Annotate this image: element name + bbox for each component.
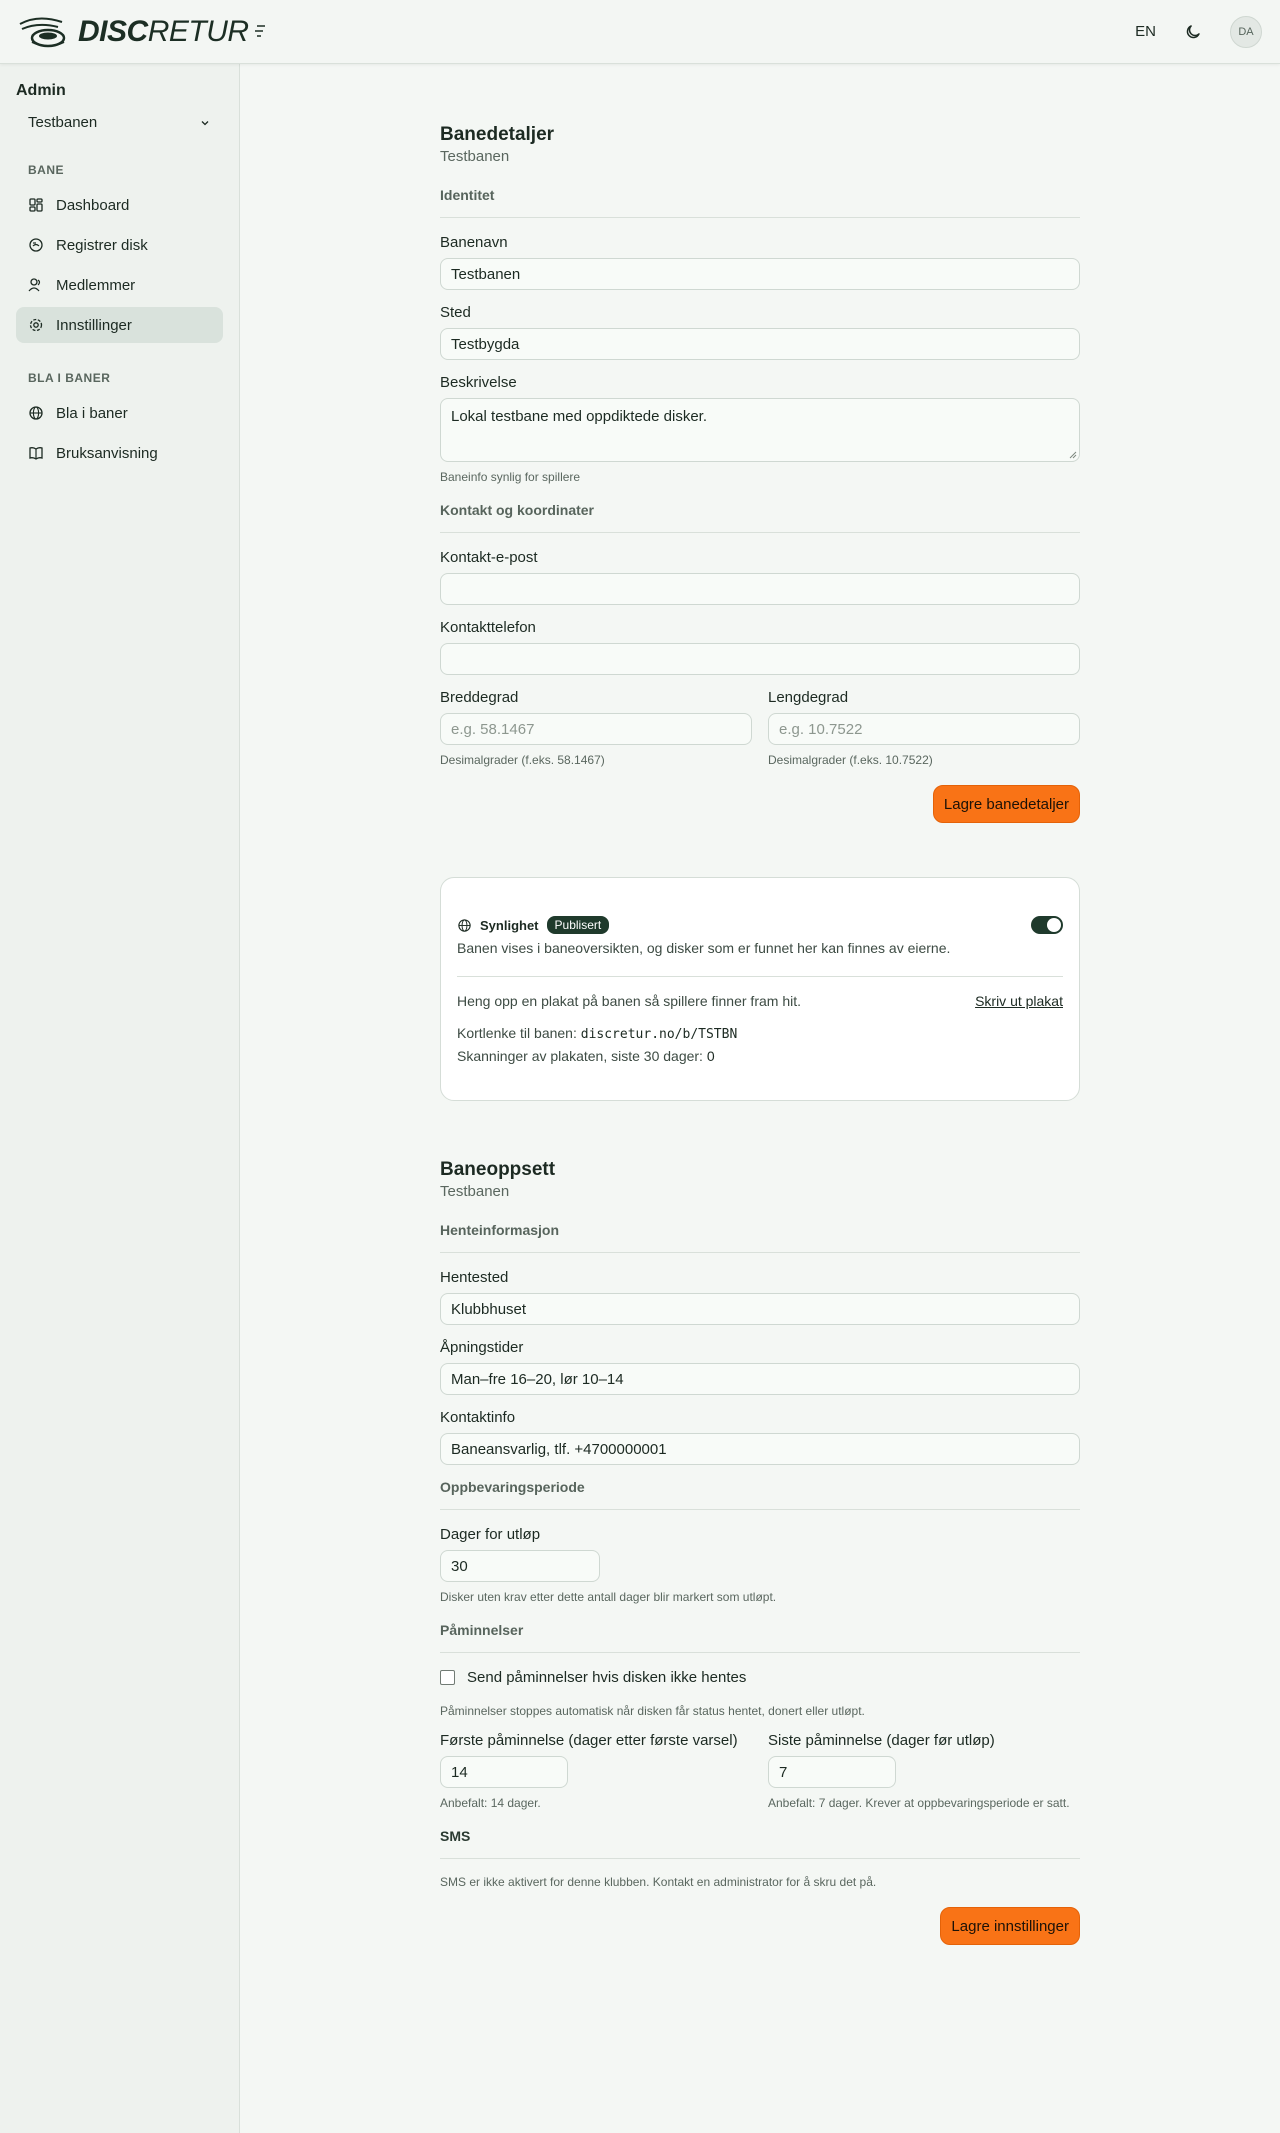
hours-label: Åpningstider [440, 1339, 524, 1356]
avatar[interactable]: DA [1230, 16, 1262, 48]
contact-heading: Kontakt og koordinater [440, 502, 1080, 533]
pickup-label: Hentested [440, 1269, 509, 1286]
description-textarea[interactable] [440, 398, 1080, 462]
logo[interactable] [18, 14, 267, 50]
sidebar-item-dashboard[interactable] [16, 187, 223, 223]
chevron-down-icon [199, 117, 211, 129]
identity-heading: Identitet [440, 187, 1080, 218]
dashboard-icon [28, 197, 44, 213]
sidebar-item-label: Medlemmer [56, 276, 136, 294]
sidebar-item-settings[interactable] [16, 307, 223, 343]
reminders-checkbox[interactable] [440, 1670, 455, 1685]
gear-icon [28, 317, 44, 333]
longitude-input[interactable] [768, 713, 1080, 745]
shortlink-value: discretur.no/b/TSTBN [580, 1027, 738, 1042]
main-content [440, 64, 1080, 1945]
phone-label: Kontakttelefon [440, 619, 536, 636]
visibility-description: Banen vises i baneoversikten, og disker som er funnet her kan finnes av eierne. [457, 940, 1063, 977]
latitude-label: Breddegrad [440, 689, 519, 706]
phone-field[interactable] [440, 643, 1080, 675]
sms-hint: SMS er ikke aktivert for denne klubben. Kontakt en administrator for å skru det på. [440, 1875, 877, 1889]
sms-heading: SMS [440, 1828, 1080, 1859]
sidebar-item-label: Bla i baner [56, 404, 128, 422]
sidebar-item-label: Dashboard [56, 196, 130, 214]
longitude-hint: Desimalgrader (f.eks. 10.7522) [768, 753, 933, 767]
sidebar-item-label: Registrer disk [56, 236, 148, 254]
storage-heading: Oppbevaringsperiode [440, 1479, 1080, 1510]
globe-icon [457, 918, 472, 933]
reminders-hint: Påminnelser stoppes automatisk når disken får status hentet, donert eller utløpt. [440, 1704, 865, 1718]
resize-handle-icon[interactable] [1069, 451, 1077, 459]
place-label: Sted [440, 304, 471, 321]
description-label: Beskrivelse [440, 374, 517, 391]
sidebar-item-register-disc[interactable] [16, 227, 223, 263]
club-select-value: Testbanen [28, 114, 98, 131]
sidebar [0, 64, 240, 2133]
brand-name: DISCRETUR [78, 14, 249, 48]
sidebar-item-manual[interactable] [16, 435, 223, 471]
contact-info-input[interactable]: Baneansvarlig, tlf. +4700000001 [440, 1433, 1080, 1465]
shortlink-label: Kortlenke til banen: [457, 1025, 577, 1041]
moon-icon[interactable] [1184, 23, 1202, 41]
sidebar-item-members[interactable] [16, 267, 223, 303]
sidebar-item-browse-courses[interactable] [16, 395, 223, 431]
email-field[interactable] [440, 573, 1080, 605]
language-button[interactable]: EN [1135, 23, 1156, 40]
visibility-card [440, 877, 1080, 1101]
sidebar-section-course: BANE [28, 163, 65, 177]
print-poster-link[interactable]: Skriv ut plakat [975, 993, 1063, 1009]
expiry-days-input[interactable]: 30 [440, 1550, 600, 1582]
description-value: Lokal testbane med oppdiktede disker. [451, 408, 708, 425]
visibility-title: Synlighet [480, 917, 539, 933]
status-badge: Publisert [547, 916, 610, 934]
scans-label: Skanninger av plakaten, siste 30 dager: [457, 1048, 703, 1064]
setup-title: Baneoppsett [440, 1159, 556, 1180]
course-name-label: Banenavn [440, 234, 508, 251]
shortlink-row [457, 1025, 1063, 1042]
sidebar-item-label: Bruksanvisning [56, 444, 158, 462]
pickup-heading: Henteinformasjon [440, 1222, 1080, 1253]
last-reminder-input[interactable]: 7 [768, 1756, 896, 1788]
latitude-input[interactable] [440, 713, 752, 745]
sidebar-item-label: Innstillinger [56, 316, 132, 334]
details-subtitle: Testbanen [440, 148, 510, 165]
scans-row [457, 1048, 1063, 1064]
latitude-placeholder: e.g. 58.1467 [451, 720, 535, 738]
first-reminder-input[interactable]: 14 [440, 1756, 568, 1788]
longitude-label: Lengdegrad [768, 689, 849, 706]
users-icon [28, 277, 44, 293]
contact-info-label: Kontaktinfo [440, 1409, 516, 1426]
club-select[interactable] [16, 106, 223, 139]
sidebar-section-browse: BLA I BANER [28, 371, 111, 385]
email-label: Kontakt-e-post [440, 549, 538, 566]
hours-input[interactable]: Man–fre 16–20, lør 10–14 [440, 1363, 1080, 1395]
globe-icon [28, 405, 44, 421]
sidebar-title: Admin [16, 82, 66, 99]
poster-text: Heng opp en plakat på banen så spillere finner fram hit. [457, 993, 801, 1009]
details-title: Banedetaljer [440, 124, 555, 145]
book-icon [28, 445, 44, 461]
reminders-checkbox-label: Send påminnelser hvis disken ikke hentes [467, 1669, 747, 1686]
longitude-placeholder: e.g. 10.7522 [779, 720, 863, 738]
reminders-heading: Påminnelser [440, 1622, 1080, 1653]
scans-value: 0 [706, 1048, 715, 1064]
speed-lines-icon [255, 22, 267, 42]
expiry-days-hint: Disker uten krav etter dette antall dager blir markert som utløpt. [440, 1590, 777, 1604]
disc-logo-icon [18, 14, 72, 50]
last-reminder-label: Siste påminnelse (dager før utløp) [768, 1732, 995, 1749]
course-name-input[interactable]: Testbanen [440, 258, 1080, 290]
top-bar [0, 0, 1280, 64]
save-settings-button[interactable]: Lagre innstillinger [940, 1907, 1080, 1945]
visibility-toggle[interactable] [1031, 916, 1063, 934]
pickup-input[interactable]: Klubbhuset [440, 1293, 1080, 1325]
first-reminder-hint: Anbefalt: 14 dager. [440, 1796, 541, 1810]
place-input[interactable]: Testbygda [440, 328, 1080, 360]
reminders-checkbox-row[interactable] [440, 1669, 1080, 1686]
setup-subtitle: Testbanen [440, 1183, 510, 1200]
description-hint: Baneinfo synlig for spillere [440, 470, 581, 484]
save-details-button[interactable]: Lagre banedetaljer [933, 785, 1080, 823]
disc-icon [28, 237, 44, 253]
first-reminder-label: Første påminnelse (dager etter første varsel) [440, 1732, 738, 1749]
last-reminder-hint: Anbefalt: 7 dager. Krever at oppbevaringsperiode er satt. [768, 1796, 1070, 1810]
expiry-days-label: Dager for utløp [440, 1526, 541, 1543]
latitude-hint: Desimalgrader (f.eks. 58.1467) [440, 753, 605, 767]
